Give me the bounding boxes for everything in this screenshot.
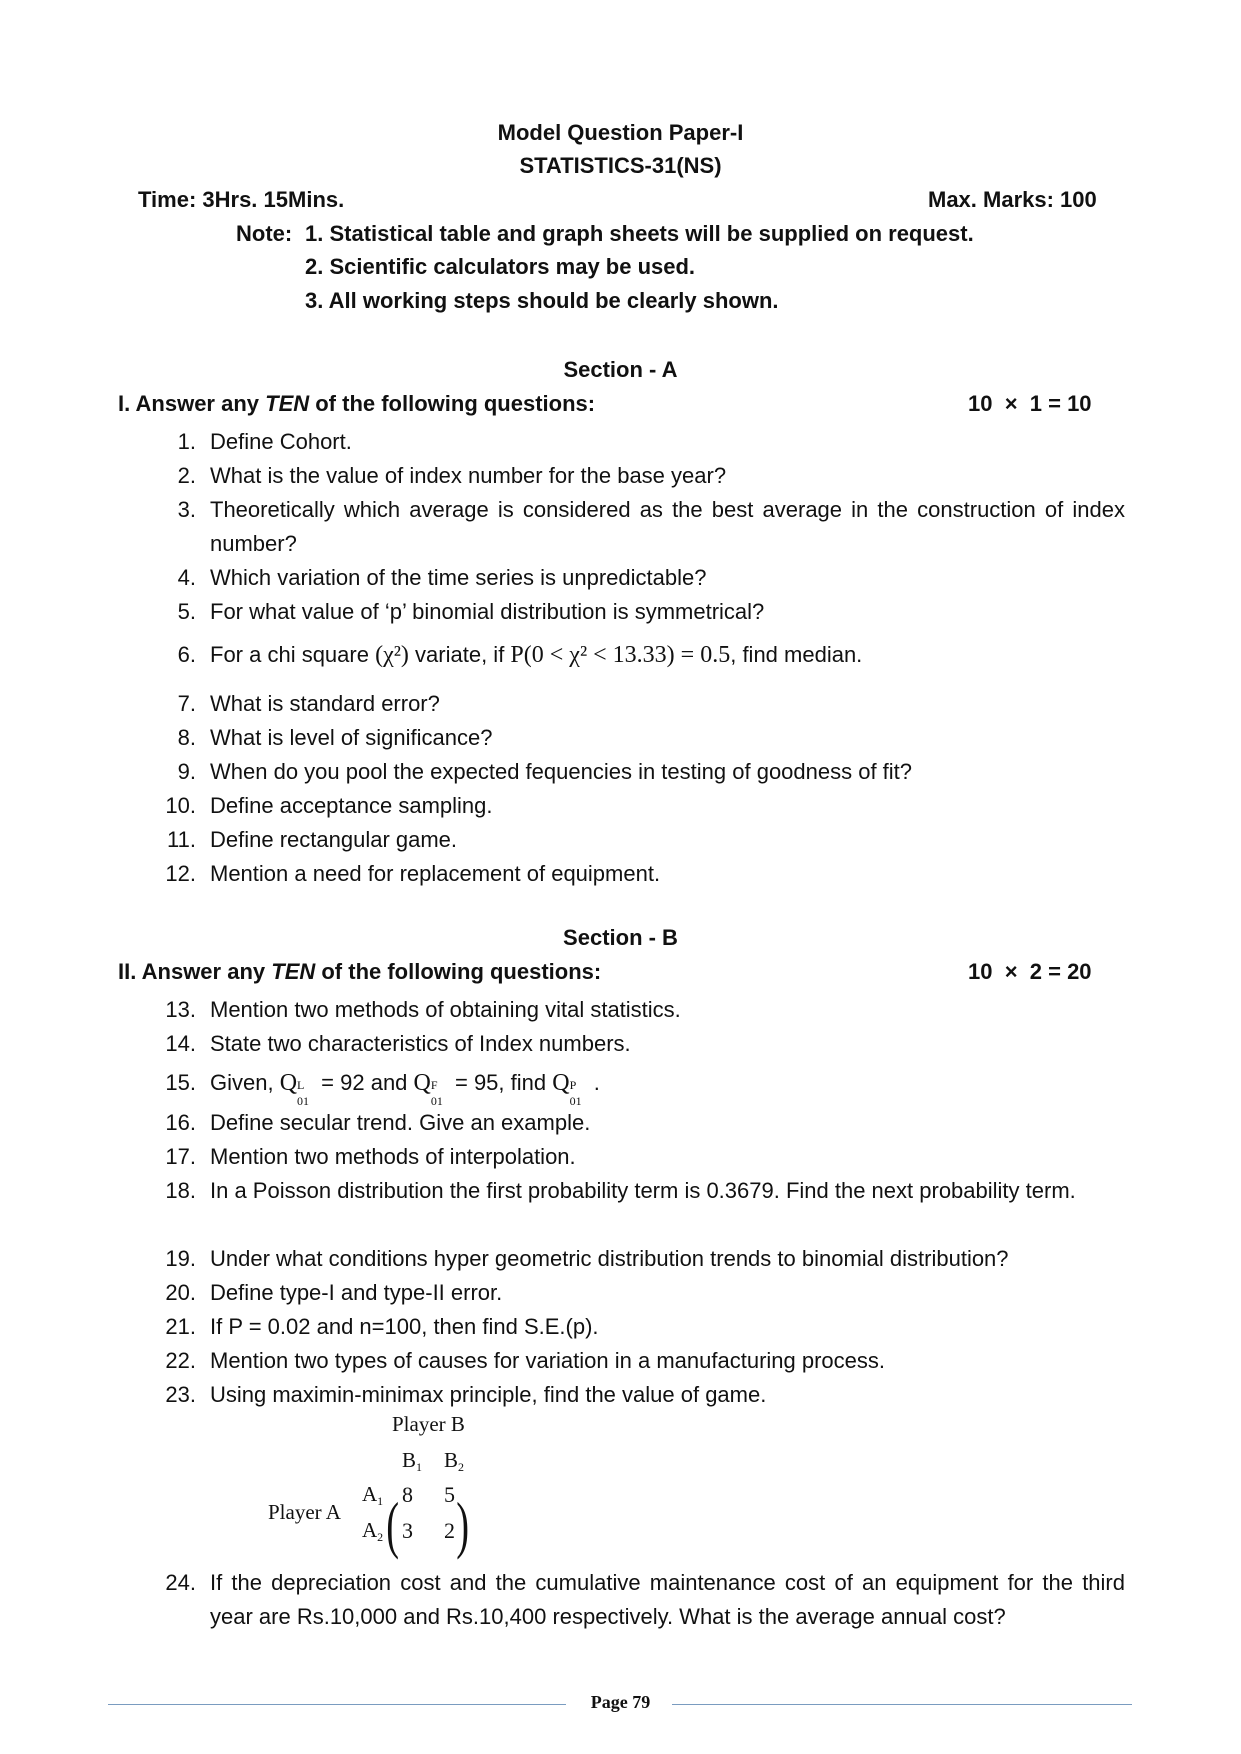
col-subscript: 1 — [416, 1460, 423, 1474]
question-number: 17. — [165, 1144, 196, 1169]
instruction-emphasis: TEN — [271, 959, 316, 984]
matrix-cell-1-2: 5 — [444, 1482, 455, 1507]
question-text: When do you pool the expected fequencies in testing of goodness of fit? — [210, 759, 913, 784]
question-text: What is standard error? — [210, 691, 440, 716]
section-a-instruction — [118, 391, 595, 417]
paper-title: Model Question Paper-I — [497, 120, 744, 145]
time-label: Time: 3Hrs. 15Mins. — [138, 187, 345, 212]
section-a-title: Section - A — [563, 357, 678, 382]
player-a-label: Player A — [268, 1500, 341, 1524]
question-text: Mention two methods of obtaining vital statistics. — [210, 997, 681, 1022]
question-text: Define Cohort. — [210, 429, 352, 454]
row-header-a2 — [362, 1518, 383, 1545]
column-header-b2 — [444, 1448, 464, 1475]
question-text: Theoretically which average is considered as the best average in the construction of index number? — [210, 497, 1125, 556]
player-b-label: Player B — [392, 1412, 465, 1436]
q-symbol: Q — [552, 1070, 570, 1096]
question-number: 4. — [177, 565, 196, 590]
question-number: 5. — [177, 599, 196, 624]
question-number: 3. — [177, 497, 196, 522]
instruction-text: I. Answer any — [118, 391, 266, 416]
superscript: F — [430, 1078, 438, 1092]
question-text: Using maximin-minimax principle, find the value of game. — [210, 1382, 767, 1407]
note-3: 3. All working steps should be clearly shown. — [305, 288, 779, 313]
instruction-emphasis: TEN — [265, 391, 310, 416]
subscript: 01 — [297, 1094, 310, 1108]
question-number: 1. — [177, 429, 196, 454]
instruction-text: of the following questions: — [315, 959, 602, 984]
column-header-b1 — [402, 1448, 422, 1475]
note-2: 2. Scientific calculators may be used. — [305, 254, 696, 279]
question-number: 8. — [177, 725, 196, 750]
section-b-title: Section - B — [563, 925, 678, 950]
section-b-instruction — [118, 959, 601, 985]
matrix-cell-2-2: 2 — [444, 1518, 455, 1543]
paper-subject: STATISTICS-31(NS) — [519, 153, 722, 178]
question-number: 16. — [165, 1110, 196, 1135]
question-number: 11. — [167, 827, 196, 852]
question-number: 22. — [165, 1348, 196, 1373]
chi-square-symbol: (χ²) — [375, 642, 409, 668]
question-text: Under what conditions hyper geometric distribution trends to binomial distribution? — [210, 1246, 1009, 1271]
question-text-part: , find median. — [730, 642, 863, 667]
question-text: What is the value of index number for the base year? — [210, 463, 727, 488]
question-text: Define rectangular game. — [210, 827, 458, 852]
matrix-left-paren: ( — [386, 1489, 400, 1560]
col-letter: B — [402, 1448, 417, 1472]
instruction-text: II. Answer any — [118, 959, 272, 984]
question-text: State two characteristics of Index numbers. — [210, 1031, 631, 1056]
note-1: 1. Statistical table and graph sheets will be supplied on request. — [305, 221, 974, 246]
question-number: 14. — [165, 1031, 196, 1056]
note-label: Note: — [236, 221, 293, 246]
question-number: 6. — [177, 642, 196, 667]
question-number: 12. — [165, 861, 196, 886]
question-text-part: Given, — [210, 1070, 280, 1095]
question-number: 13. — [165, 997, 196, 1022]
col-letter: B — [444, 1448, 459, 1472]
superscript: L — [297, 1078, 305, 1092]
question-text: If the depreciation cost and the cumulative maintenance cost of an equipment for the third year are Rs.10,000 and Rs.10,400 respectively. What is the average annual cost? — [210, 1570, 1125, 1629]
question-number: 19. — [165, 1246, 196, 1271]
subscript: 01 — [569, 1094, 582, 1108]
question-number: 24. — [165, 1570, 196, 1595]
q-symbol: Q — [413, 1070, 431, 1096]
question-text: Define acceptance sampling. — [210, 793, 493, 818]
question-number: 9. — [177, 759, 196, 784]
question-text: What is level of significance? — [210, 725, 493, 750]
question-number: 2. — [177, 463, 196, 488]
question-text: Which variation of the time series is unpredictable? — [210, 565, 707, 590]
question-text: If P = 0.02 and n=100, then find S.E.(p). — [210, 1314, 599, 1339]
matrix-cell-2-1: 3 — [402, 1518, 413, 1543]
section-a-marks: 10 × 1 = 10 — [968, 391, 1092, 416]
row-letter: A — [362, 1482, 378, 1506]
superscript: P — [569, 1078, 577, 1092]
question-text: Mention a need for replacement of equipment. — [210, 861, 661, 886]
row-subscript: 2 — [377, 1530, 384, 1544]
question-number: 23. — [165, 1382, 196, 1407]
q-symbol: Q — [279, 1070, 298, 1096]
question-text: Mention two methods of interpolation. — [210, 1144, 576, 1169]
question-text-part: = 92 and — [315, 1070, 414, 1095]
question-text — [210, 638, 1125, 672]
question-number: 18. — [165, 1178, 196, 1203]
question-number: 15. — [165, 1070, 196, 1095]
question-text-part: . — [587, 1070, 600, 1095]
question-text-part: For a chi square — [210, 642, 376, 667]
question-text — [210, 1066, 1125, 1108]
question-number: 10. — [165, 793, 196, 818]
instruction-text: of the following questions: — [309, 391, 596, 416]
row-letter: A — [362, 1518, 378, 1542]
page-number: Page 79 — [590, 1692, 651, 1712]
question-text: Define secular trend. Give an example. — [210, 1110, 591, 1135]
index-script — [430, 1074, 449, 1108]
index-script — [569, 1074, 588, 1108]
question-text-part: variate, if — [415, 642, 511, 667]
question-number: 21. — [165, 1314, 196, 1339]
question-number: 7. — [177, 691, 196, 716]
question-text: For what value of ‘p’ binomial distribution is symmetrical? — [210, 599, 765, 624]
probability-expression: P(0 < χ² < 13.33) = 0.5 — [510, 642, 731, 668]
col-subscript: 2 — [458, 1460, 465, 1474]
matrix-right-paren: ) — [456, 1489, 470, 1560]
question-text: Define type-I and type-II error. — [210, 1280, 503, 1305]
row-subscript: 1 — [377, 1494, 384, 1508]
max-marks-label: Max. Marks: 100 — [928, 187, 1097, 212]
matrix-cell-1-1: 8 — [402, 1482, 413, 1507]
row-header-a1 — [362, 1482, 383, 1509]
question-number: 20. — [165, 1280, 196, 1305]
question-text: Mention two types of causes for variation in a manufacturing process. — [210, 1348, 886, 1373]
section-b-marks: 10 × 2 = 20 — [968, 959, 1092, 984]
question-text: In a Poisson distribution the first probability term is 0.3679. Find the next probability term. — [210, 1178, 1076, 1203]
subscript: 01 — [430, 1094, 443, 1108]
index-script — [297, 1074, 315, 1108]
question-text-part: = 95, find — [448, 1070, 553, 1095]
